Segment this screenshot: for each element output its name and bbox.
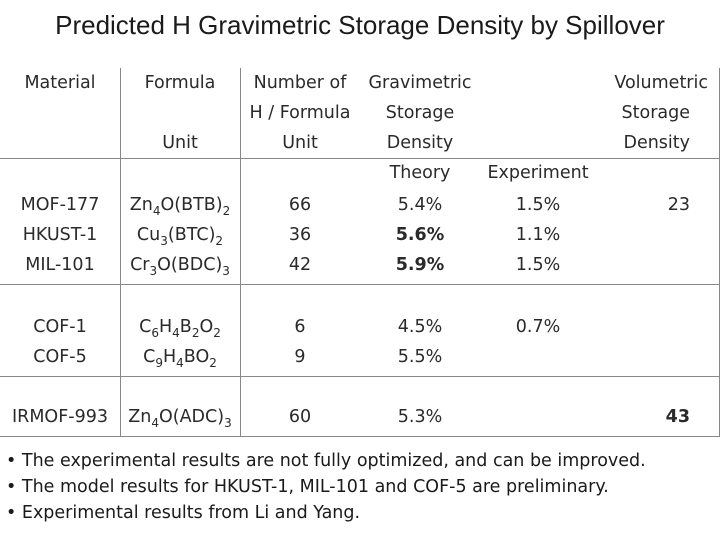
header-formula: Formula bbox=[144, 73, 216, 93]
material-cell: HKUST-1 bbox=[22, 225, 98, 245]
note-item: • Experimental results from Li and Yang. bbox=[6, 503, 361, 523]
group-divider-1 bbox=[0, 284, 720, 285]
theory-cell: 5.4% bbox=[397, 195, 443, 215]
page-title: Predicted H Gravimetric Storage Density by Spillover bbox=[55, 10, 665, 40]
number-cell: 36 bbox=[288, 225, 312, 245]
table-bottom-border bbox=[0, 436, 720, 437]
header-number-line2: H / Formula bbox=[249, 103, 351, 123]
number-cell: 66 bbox=[288, 195, 312, 215]
formula-cell: $Zn_4O(BTB)_2$ bbox=[129, 195, 231, 218]
notes-list bbox=[6, 448, 646, 526]
experiment-cell: 1.5% bbox=[515, 195, 561, 215]
experiment-cell: 0.7% bbox=[515, 317, 561, 337]
theory-cell: 5.9% bbox=[395, 255, 445, 275]
theory-cell: 5.3% bbox=[397, 407, 443, 427]
header-grav-line1: Gravimetric bbox=[368, 73, 472, 93]
material-cell: MIL-101 bbox=[25, 255, 95, 275]
material-cell: COF-1 bbox=[33, 317, 87, 337]
material-cell: IRMOF-993 bbox=[12, 407, 108, 427]
header-vol-line2: Storage bbox=[621, 103, 690, 123]
material-cell: COF-5 bbox=[33, 347, 87, 367]
experiment-cell: 1.1% bbox=[515, 225, 561, 245]
header-number-line3: Unit bbox=[282, 133, 318, 153]
volumetric-cell: 23 bbox=[667, 195, 690, 215]
note-item: • The model results for HKUST-1, MIL-101 and COF-5 are preliminary. bbox=[6, 477, 609, 497]
header-vol-line3: Density bbox=[623, 133, 690, 153]
experiment-cell: 1.5% bbox=[515, 255, 561, 275]
header-formula-unit: Unit bbox=[162, 133, 198, 153]
number-cell: 6 bbox=[294, 317, 306, 337]
formula-cell: $C_9H_4BO_2$ bbox=[143, 347, 217, 370]
header-vol-line1: Volumetric bbox=[614, 73, 708, 93]
formula-cell: $Cu_3(BTC)_2$ bbox=[136, 225, 224, 248]
note-item: • The experimental results are not fully optimized, and can be improved. bbox=[6, 451, 646, 471]
theory-cell: 5.5% bbox=[397, 347, 443, 367]
formula-cell: $Zn_4O(ADC)_3$ bbox=[128, 407, 232, 430]
number-cell: 60 bbox=[288, 407, 312, 427]
theory-cell: 5.6% bbox=[395, 225, 445, 245]
group-divider-2 bbox=[0, 376, 720, 377]
volumetric-cell: 43 bbox=[665, 407, 690, 427]
number-cell: 42 bbox=[288, 255, 312, 275]
header-grav-line2: Storage bbox=[385, 103, 455, 123]
header-theory: Theory bbox=[389, 163, 451, 183]
theory-cell: 4.5% bbox=[397, 317, 443, 337]
header-number-line1: Number of bbox=[253, 73, 347, 93]
material-cell: MOF-177 bbox=[20, 195, 100, 215]
formula-cell: $C_6H_4B_2O_2$ bbox=[139, 317, 221, 340]
formula-cell: $Cr_3O(BDC)_3$ bbox=[130, 255, 230, 278]
header-experiment: Experiment bbox=[487, 163, 589, 183]
number-cell: 9 bbox=[294, 347, 306, 367]
header-grav-line3: Density bbox=[386, 133, 454, 153]
header-material: Material bbox=[24, 73, 96, 93]
